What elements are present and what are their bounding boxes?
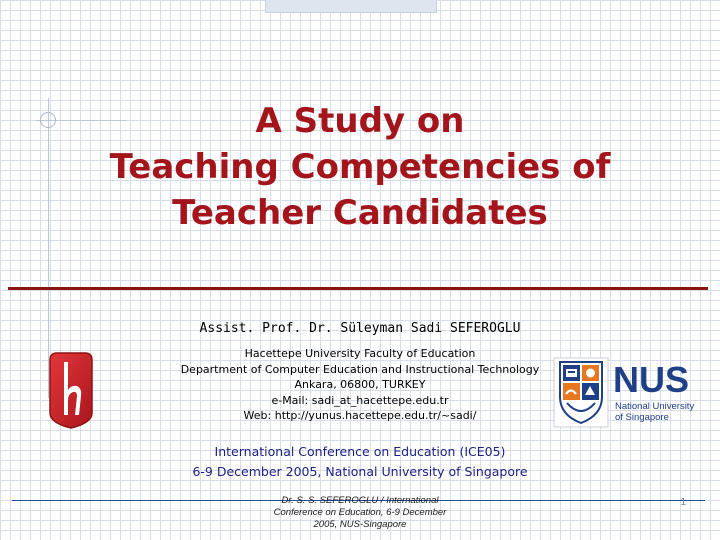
hacettepe-logo-icon [46, 350, 96, 430]
slide-footer [240, 495, 480, 531]
hacettepe-logo [46, 350, 96, 430]
conference-info [120, 442, 600, 482]
email-text: e-Mail: sadi_at_hacettepe.edu.tr [271, 393, 449, 407]
web-text: Web: http://yunus.hacettepe.edu.tr/~sadi/ [243, 409, 477, 422]
affiliation-address: Ankara, 06800, TURKEY [294, 378, 426, 391]
title-divider [8, 287, 708, 290]
nus-name-line-2: of Singapore [615, 412, 669, 423]
title-line-2: Teaching Competencies of [109, 147, 611, 187]
title-line-1: A Study on [255, 101, 465, 141]
author-name: Assist. Prof. Dr. Süleyman Sadi SEFEROGLU [199, 321, 521, 336]
conference-name: International Conference on Education (ICE05) [214, 444, 506, 459]
nus-name-line-1: National University [615, 401, 695, 412]
affiliation-department: Department of Computer Education and Instructional Technology [180, 362, 540, 376]
header-decoration [265, 0, 437, 13]
author-details [120, 346, 600, 424]
footer-line-3: 2005, NUS-Singapore [313, 519, 407, 530]
footer-line-1: Dr. S. S. SEFEROGLU / International [281, 495, 439, 506]
page-number: 1 [680, 497, 686, 508]
affiliation-faculty: Hacettepe University Faculty of Education [244, 347, 476, 360]
slide-title [40, 98, 680, 236]
footer-line-2: Conference on Education, 6-9 December [273, 507, 447, 518]
nus-wordmark: NUS [613, 359, 690, 400]
conference-date-location: 6-9 December 2005, National University of Singapore [192, 464, 528, 479]
title-line-3: Teacher Candidates [172, 193, 548, 233]
